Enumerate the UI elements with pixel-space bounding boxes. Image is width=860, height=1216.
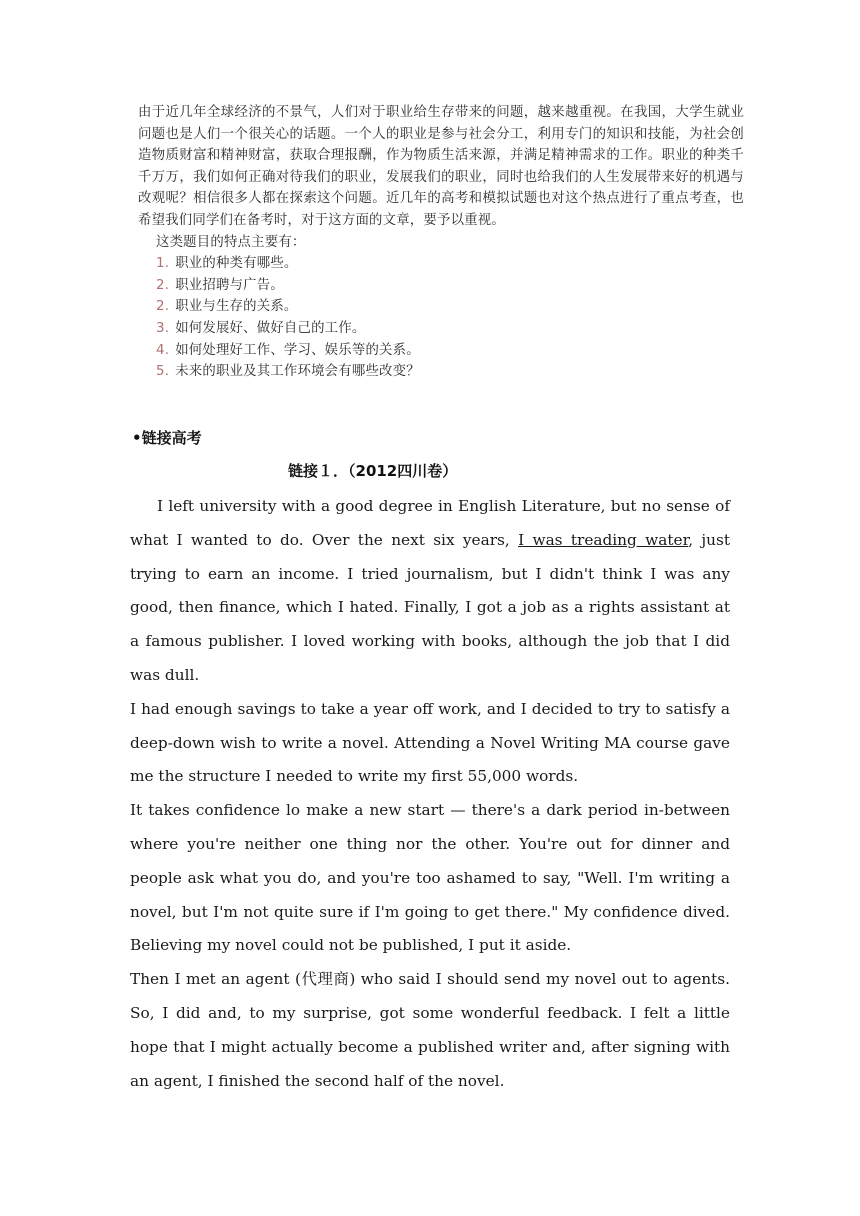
list-item-number: 3.	[156, 320, 170, 336]
list-item-text: 如何发展好、做好自己的工作。	[175, 320, 366, 336]
list-item	[156, 361, 744, 383]
passage-paragraph-4: Then I met an agent (代理商) who said I should send my novel out to agents. So, I did and, to my surprise, got some wonderful feedback. I felt a little hope that I might actually become a published writer and, after signing with an agent, I finished the second half of the novel.	[130, 970, 730, 1090]
list-item-text: 如何处理好工作、学习、娱乐等的关系。	[175, 342, 420, 358]
passage-paragraph-3: It takes confidence lo make a new start — there's a dark period in-between where you're neither one thing nor the other. You're out for dinner and people ask what you do, and you're too ashamed to say, "Well. I'm writing a novel, but I'm not quite sure if I'm going to get there." My confidence dived. Believing my novel could not be published, I put it aside.	[130, 801, 730, 955]
underlined-phrase: I was treading water	[518, 530, 689, 549]
list-item	[156, 340, 744, 362]
list-item	[156, 275, 744, 297]
passage-paragraph-1	[130, 490, 730, 693]
intro-section	[138, 102, 744, 383]
section-heading: •链接高考	[132, 429, 202, 447]
features-heading: 这类题目的特点主要有：	[156, 234, 306, 250]
list-item	[156, 296, 744, 318]
list-item	[156, 253, 744, 275]
passage-paragraph-2: I had enough savings to take a year off work, and I decided to try to satisfy a deep-down wish to write a novel. Attending a Novel Writing MA course gave me the structure I needed to write my first 55,000 words.	[130, 699, 730, 786]
list-item-text: 职业招聘与广告。	[175, 277, 284, 293]
intro-paragraph: 由于近几年全球经济的不景气，人们对于职业给生存带来的问题，越来越重视。在我国，大学生就业问题也是人们一个很关心的话题。一个人的职业是参与社会分工，利用专门的知识和技能，为社会创造物质财富和精神财富，获取合理报酬，作为物质生活来源，并满足精神需求的工作。职业的种类千千万万，我们如何正确对待我们的职业，发展我们的职业，同时也给我们的人生发展带来好的机遇与改观呢？相信很多人都在探索这个问题。近几年的高考和模拟试题也对这个热点进行了重点考查，也希望我们同学们在备考时，对于这方面的文章，要予以重视。	[138, 105, 744, 228]
link-title: 链接１．（2012四川卷）	[288, 462, 458, 480]
list-item	[156, 318, 744, 340]
list-item-text: 职业的种类有哪些。	[175, 256, 298, 272]
list-item-text: 职业与生存的关系。	[175, 299, 298, 315]
passage-text: I left university with a good degree in English Literature, but no sense of what I wanted to do. Over the next six years,	[130, 497, 730, 549]
reading-passage	[130, 490, 730, 1098]
list-item-number: 5.	[156, 364, 170, 380]
features-list	[138, 253, 744, 383]
passage-text: , just trying to earn an income. I tried journalism, but I didn't think I was any good, then finance, which I hated. Finally, I got a job as a rights assistant at a famous publisher. I loved working with books, although the job that I did was dull.	[130, 530, 731, 684]
list-item-number: 2.	[156, 277, 170, 293]
list-item-text: 未来的职业及其工作环境会有哪些改变？	[175, 364, 420, 380]
list-item-number: 2.	[156, 299, 170, 315]
list-item-number: 4.	[156, 342, 170, 358]
list-item-number: 1.	[156, 256, 170, 272]
